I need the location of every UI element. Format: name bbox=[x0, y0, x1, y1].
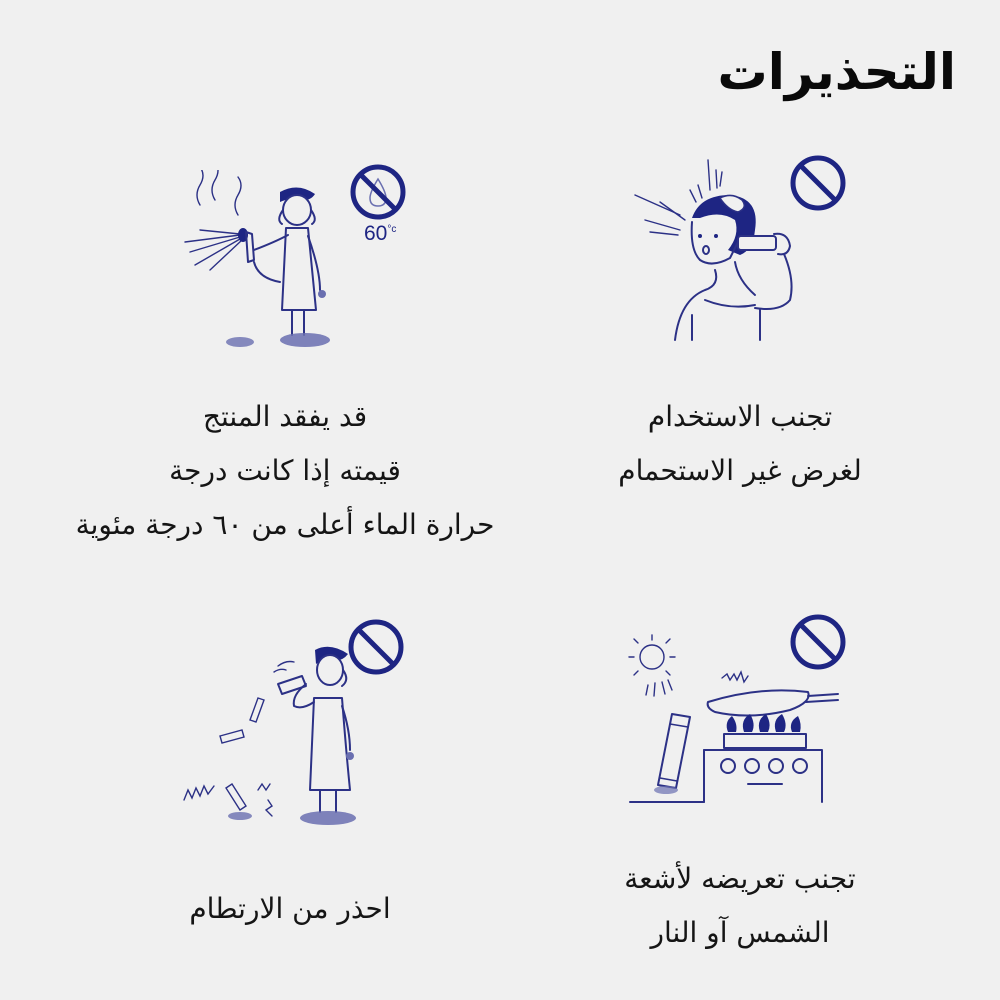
warning-caption-hot-water: قد يفقد المنتج قيمته إذا كانت درجة حرارة الماء أعلى من ٦٠ درجة مئوية bbox=[75, 400, 495, 541]
no-water-drop-icon bbox=[348, 162, 408, 222]
warning-caption-impact: احذر من الارتطام bbox=[189, 892, 391, 925]
warning-caption-misuse: تجنب الاستخدام لغرض غير الاستحمام bbox=[618, 400, 862, 487]
prohibition-icon bbox=[788, 153, 848, 213]
page-title: التحذيرات bbox=[717, 43, 956, 101]
prohibition-icon bbox=[346, 617, 406, 677]
illustration-hot-water bbox=[180, 170, 350, 355]
warning-caption-sun-fire: تجنب تعريضه لأشعة الشمس آو النار bbox=[624, 862, 856, 949]
prohibition-icon bbox=[788, 612, 848, 672]
illustration-impact bbox=[170, 640, 370, 830]
temperature-label: $60^{^\circ c}$ bbox=[364, 222, 397, 245]
